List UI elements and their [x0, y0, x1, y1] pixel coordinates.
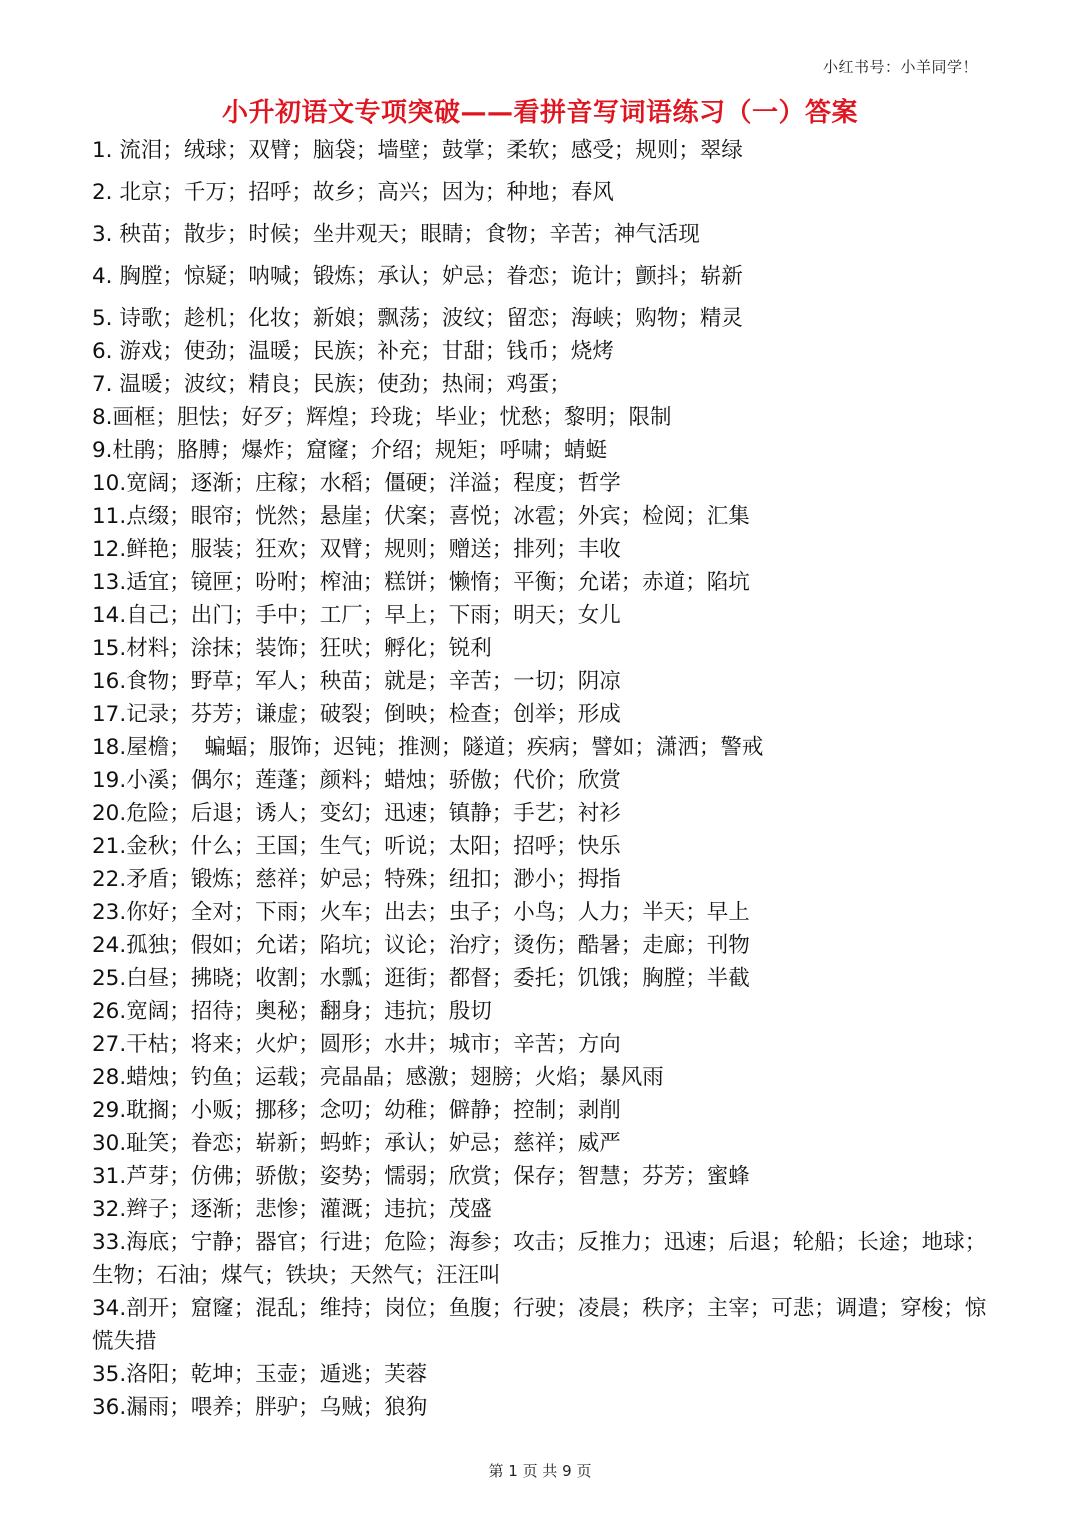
answer-list — [92, 134, 992, 1424]
answer-line-19: 19.小溪；偶尔；莲蓬；颜料；蜡烛；骄傲；代价；欣赏 — [92, 768, 621, 793]
answer-line-20: 20.危险；后退；诱人；变幻；迅速；镇静；手艺；衬衫 — [92, 801, 621, 826]
answer-line-35: 35.洛阳；乾坤；玉壶；遁逃；芙蓉 — [92, 1362, 428, 1387]
answer-line-10: 10.宽阔；逐渐；庄稼；水稻；僵硬；洋溢；程度；哲学 — [92, 471, 621, 496]
answer-line-22: 22.矛盾；锻炼；慈祥；妒忌；特殊；纽扣；渺小；拇指 — [92, 867, 621, 892]
answer-line-36: 36.漏雨；喂养；胖驴；乌贼；狼狗 — [92, 1395, 428, 1420]
answer-line-4: 4. 胸膛；惊疑；呐喊；锻炼；承认；妒忌；眷恋；诡计；颤抖；崭新 — [92, 264, 743, 289]
answer-line-6: 6. 游戏；使劲；温暖；民族；补充；甘甜；钱币；烧烤 — [92, 339, 614, 364]
answer-line-8: 8.画框；胆怯；好歹；辉煌；玲珑；毕业；忧愁；黎明；限制 — [92, 405, 672, 430]
answer-line-33: 33.海底；宁静；器官；行进；危险；海参；攻击；反推力；迅速；后退；轮船；长途；地球；生物；石油；煤气；铁块；天然气；汪汪叫 — [92, 1230, 987, 1288]
answer-line-16: 16.食物；野草；军人；秧苗；就是；辛苦；一切；阴凉 — [92, 669, 621, 694]
answer-line-23: 23.你好；全对；下雨；火车；出去；虫子；小鸟；人力；半天；早上 — [92, 900, 750, 925]
answer-line-26: 26.宽阔；招待；奥秘；翻身；违抗；殷切 — [92, 999, 492, 1024]
answer-line-11: 11.点缀；眼帘；恍然；悬崖；伏案；喜悦；冰雹；外宾；检阅；汇集 — [92, 504, 750, 529]
answer-line-21: 21.金秋；什么；王国；生气；听说；太阳；招呼；快乐 — [92, 834, 621, 859]
answer-line-34: 34.剖开；窟窿；混乱；维持；岗位；鱼腹；行驶；凌晨；秩序；主宰；可悲；调遣；穿梭；惊慌失措 — [92, 1296, 987, 1354]
answer-line-17: 17.记录；芬芳；谦虚；破裂；倒映；检查；创举；形成 — [92, 702, 621, 727]
page-title: 小升初语文专项突破——看拼音写词语练习（一）答案 — [221, 98, 858, 128]
answer-line-12: 12.鲜艳；服装；狂欢；双臂；规则；赠送；排列；丰收 — [92, 537, 621, 562]
answer-line-32: 32.辫子；逐渐；悲惨；灌溉；违抗；茂盛 — [92, 1197, 492, 1222]
answer-line-3: 3. 秧苗；散步；时候；坐井观天；眼睛；食物；辛苦；神气活现 — [92, 222, 700, 247]
answer-line-30: 30.耻笑；眷恋；崭新；蚂蚱；承认；妒忌；慈祥；威严 — [92, 1131, 621, 1156]
answer-line-15: 15.材料；涂抹；装饰；狂吠；孵化；锐利 — [92, 636, 492, 661]
answer-line-9: 9.杜鹃；胳膊；爆炸；窟窿；介绍；规矩；呼啸；蜻蜓 — [92, 438, 608, 463]
answer-line-2: 2. 北京；千万；招呼；故乡；高兴；因为；种地；春风 — [92, 180, 614, 205]
answer-line-1: 1. 流泪；绒球；双臂；脑袋；墙壁；鼓掌；柔软；感受；规则；翠绿 — [92, 138, 743, 163]
answer-line-27: 27.干枯；将来；火炉；圆形；水井；城市；辛苦；方向 — [92, 1032, 621, 1057]
answer-line-5: 5. 诗歌；趁机；化妆；新娘；飘荡；波纹；留恋；海峡；购物；精灵 — [92, 306, 743, 331]
answer-line-29: 29.耽搁；小贩；挪移；念叨；幼稚；僻静；控制；剥削 — [92, 1098, 621, 1123]
answer-line-25: 25.白昼；拂晓；收割；水瓢；逛街；都督；委托；饥饿；胸膛；半截 — [92, 966, 750, 991]
answer-line-14: 14.自己；出门；手中；工厂；早上；下雨；明天；女儿 — [92, 603, 621, 628]
answer-line-7: 7. 温暖；波纹；精良；民族；使劲；热闹；鸡蛋； — [92, 372, 571, 397]
answer-line-31: 31.芦芽；仿佛；骄傲；姿势；懦弱；欣赏；保存；智慧；芬芳；蜜蜂 — [92, 1164, 750, 1189]
page-indicator: 第 1 页 共 9 页 — [488, 1462, 592, 1480]
answer-line-13: 13.适宜；镜匣；吩咐；榨油；糕饼；懒惰；平衡；允诺；赤道；陷坑 — [92, 570, 750, 595]
answer-line-24: 24.孤独；假如；允诺；陷坑；议论；治疗；烫伤；酷暑；走廊；刊物 — [92, 933, 750, 958]
answer-line-28: 28.蜡烛；钓鱼；运载；亮晶晶；感激；翅膀；火焰；暴风雨 — [92, 1065, 664, 1090]
answer-line-18: 18.屋檐； 蝙蝠；服饰；迟钝；推测；隧道；疾病；譬如；潇洒；警戒 — [92, 735, 764, 760]
watermark-text: 小红书号：小羊同学！ — [822, 58, 978, 76]
